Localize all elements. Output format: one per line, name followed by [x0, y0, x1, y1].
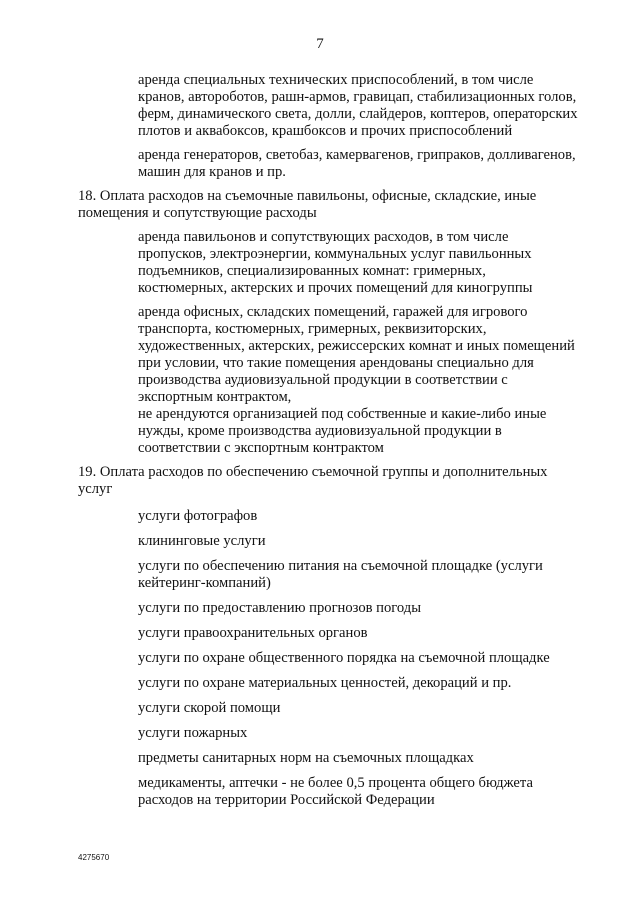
section-19-list [78, 508, 578, 809]
intro-item-2: аренда генераторов, светобаз, камервагенов, грипраков, долливагенов, машин для кранов и пр. [138, 147, 576, 180]
section-19-heading: 19. Оплата расходов по обеспечению съемочной группы и дополнительных услуг [78, 464, 548, 497]
page-number: 7 [316, 36, 324, 52]
section-18-item-1: аренда павильонов и сопутствующих расходов, в том числе пропусков, электроэнергии, коммунальных услуг павильонных подъемников, специализированных комнат: гримерных, костюмерных, актерских и прочих помещений для киногруппы [138, 229, 533, 296]
intro-item-1: аренда специальных технических приспособлений, в том числе кранов, автороботов, рашн-армов, гравицап, стабилизационных голов, ферм, динамического света, долли, слайдеров, коптеров, операторских плотов и аквабоксов, крашбоксов и прочих приспособлений [138, 72, 578, 139]
list-item: услуги правоохранительных органов [138, 625, 368, 641]
list-item: услуги по охране общественного порядка на съемочной площадке [138, 650, 550, 666]
section-18-item-3: не арендуются организацией под собственные и какие-либо иные нужды, кроме производства аудиовизуальной продукции в соответствии с экспортным контрактом [138, 406, 547, 456]
list-item: клининговые услуги [138, 533, 266, 549]
list-item: услуги пожарных [138, 725, 248, 741]
document-code: 4275670 [78, 853, 110, 862]
section-18-item-2: аренда офисных, складских помещений, гаражей для игрового транспорта, костюмерных, гримерных, реквизиторских, художественных, актерских, режиссерских комнат и иных помещений при условии, что такие помещения арендованы специально для производства аудиовизуальной продукции в соответствии с экспортным контрактом, [138, 304, 575, 405]
list-item: предметы санитарных норм на съемочных площадках [138, 750, 474, 766]
list-item: услуги по обеспечению питания на съемочной площадке (услуги кейтеринг-компаний) [138, 558, 543, 591]
list-item: услуги скорой помощи [138, 700, 281, 716]
document-body [78, 72, 578, 817]
list-item: медикаменты, аптечки - не более 0,5 процента общего бюджета расходов на территории Российской Федерации [138, 775, 533, 808]
list-item: услуги по предоставлению прогнозов погоды [138, 600, 422, 616]
section-18-heading: 18. Оплата расходов на съемочные павильоны, офисные, складские, иные помещения и сопутствующие расходы [78, 188, 537, 221]
list-item: услуги по охране материальных ценностей, декораций и пр. [138, 675, 512, 691]
list-item: услуги фотографов [138, 508, 258, 524]
